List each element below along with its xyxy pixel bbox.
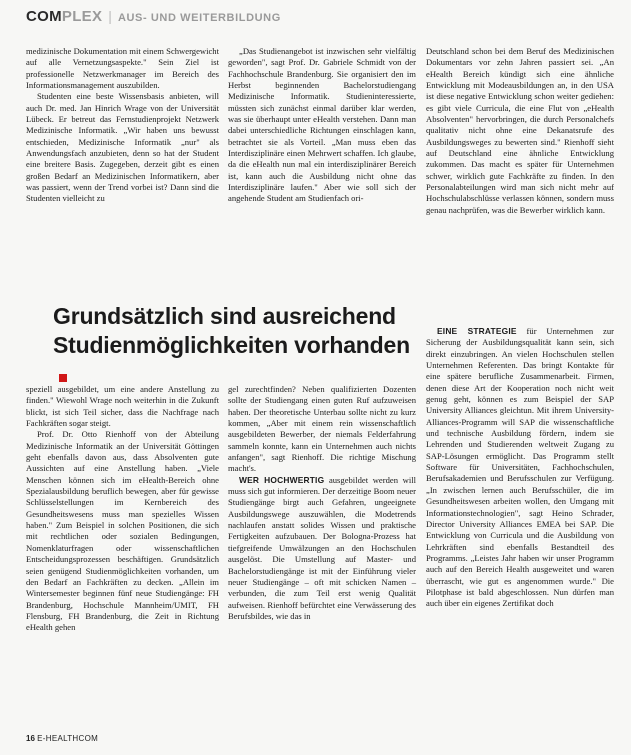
paragraph-with-lead [228, 475, 416, 622]
paragraph-text: für Unternehmen zur Sicherung der Ausbildungsqualität kann sein, sich direkt einzubringen. An vielen Hochschulen stellen Unternehmen Referenten. Das bringt Kontakte für eine spätere berufliche Zusammenarbeit. Firmen, denen diese Art der Kooperation noch nicht weit genug geht, können es zum Beispiel der SAP University Alliances gleichtun. Mit ihrem University-Alliances-Programm will SAP die wissenschaftliche und technische Ausbildung fördern, indem sie Lehrenden und Studierenden weltweit Zugang zu SAP-Lösungen ermöglicht. Das Programm stellt Software für Universitäten, Fachhochschulen, Berufsakademien und Berufsschulen zur Verfügung. „In zwischen lernen auch Berufsschüler, die im Gesundheitswesen arbeiten wollen, den Umgang mit Informationstechnologien", sagt Heino Schrader, Director University Alliances EMEA bei SAP. Die Entwicklung von Curricula und die Ausbildung von Lehrkräften sind ebenfalls Bestandteil des Programms. „Leistes Jahr haben wir unser Programm auch auf den Bereich Health ausgeweitet und waren überrascht, wie gut es angenommen wurde." Die Pilotphase ist bald abgeschlossen. Nun dürfen man auch über ein eigenes Zertifikat doch [426, 326, 615, 609]
magazine-name: E-HEALTHCOM [37, 734, 99, 743]
page-header [26, 8, 616, 30]
column-right-bottom [426, 326, 614, 610]
paragraph: gel zurechtfinden? Neben qualifizierten Dozenten sollte der Studiengang einen guten Ruf aufzuweisen haben. Der theoretische Unterbau sollte nicht zu kurz kommen, „Aber mit einem rein wissenschaftlich ausgebildeten Bewerber, der niemals Felderfahrung sammeln konnte, kann ein Unternehmen auch nichts anfangen", sagt Rienhoff. Die richtige Mischung macht's. [228, 384, 416, 474]
paragraph: medizinische Dokumentation mit einem Schwergewicht auf alle Vernetzungsaspekte." Sein Ziel ist professionelle Netzwerkmanager im Bereich des Informationsmanagement auszubilden. [26, 46, 219, 91]
brand-light: PLEX [61, 8, 103, 25]
lead-in: EINE STRATEGIE [437, 326, 517, 336]
paragraph-with-lead [426, 326, 614, 610]
column-bottom-left [26, 384, 219, 634]
paragraph: Studenten eine beste Wissensbasis anbieten, will auch Dr. med. Jan Hinrich Wrage von der Universität Lübeck. Er betreut das Fernstudienprojekt Netzwerk Medizinische Informatik. „Wir haben uns bewusst entschieden, Medizinische Informatik „nur" als Anwendungsfach anzubieten, denn so hat der Student eine breitere Basis. Zugegeben, derzeit gibt es einen großen Bedarf an Medizinischen Informatikern, aber was passiert, wenn der Trend vorbei ist? Dann sind die Studenten vielleicht zu [26, 91, 219, 204]
column-top-middle [228, 46, 416, 205]
paragraph: speziell ausgebildet, um eine andere Anstellung zu finden." Wiewohl Wrage noch weiterhin in die Zukunft blickt, ist sich Teil sicher, dass die Nachfrage nach Fachkräften sogar steigt. [26, 384, 219, 429]
red-square-icon [59, 374, 67, 382]
brand-bold: COM [26, 8, 62, 25]
page-number: 16 [26, 734, 35, 743]
column-right-top [426, 46, 614, 216]
pull-quote-line-2: Studienmöglichkeiten vorhanden [53, 332, 410, 358]
pull-quote [53, 302, 423, 389]
paragraph-text: ausgebildet werden will muss sich gut informieren. Der derzeitige Boom neuer Studiengänge birgt auch Gefahren, ungeeignete Ausbildungswege auszuwählen, die Modetrends nachlaufen anstatt solides Wissen und praktische Fertigkeiten aufzubauen. Der Bologna-Prozess hat tiefgreifende Umwälzungen an den Hochschulen ausgelöst. Die Umstellung auf Master- und Bachelorstudiengänge ist mit der Einführung vieler neuer Studiengänge – oft mit schicken Namen – verbunden, die zum Teil erst wenig Qualität aufweisen. Rienhoff befürchtet eine Verwässerung des Berufsbildes, wie das in [228, 474, 416, 621]
magazine-section-brand [26, 8, 102, 25]
paragraph: Prof. Dr. Otto Rienhoff von der Abteilung Medizinische Informatik an der Universität Göttingen geht ebenfalls davon aus, dass Absolventen gute Aussichten auf eine Anstellung haben. „Viele Menschen können sich im eHealth-Bereich ohne Spezialausbildung beruflich bewegen, aber für gewisse Schlüsselstellungen im Kernbereich des Gesundheitswesens muss man spezielles Wissen haben." Zum Beispiel in solchen Positionen, die sich mit rechtlichen oder sozialen Bedingungen, Nomenklaturfragen oder wissenschaftlichen Entscheidungsprozessen beschäftigen. Grundsätzlich seien genügend Studienmöglichkeiten vorhanden, um den Bedarf an Fachkräften zu decken. „Allein im Wintersemester beginnen fünf neue Studiengänge: FH Brandenburg, Hochschule Mannheim/UMIT, FH Flensburg, FH Brandenburg, die Zeit in Richtung eHealth gehen [26, 429, 219, 633]
pull-quote-line-1: Grundsätzlich sind ausreichend [53, 303, 396, 329]
paragraph: „Das Studienangebot ist inzwischen sehr vielfältig geworden", sagt Prof. Dr. Gabriele Schmidt von der Fachhochschule Brandenburg. Sie organisiert den im Herbst beginnenden Bachelorstudiengang Medizinische Informatik. Studieninteressierte, müssten sich zunächst einmal darüber klar werden, was sie überhaupt unter eHealth verstehen. Dann man dabei unterschiedliche Richtungen einschlagen kann, betrachtet sie als Vorteil. „Man muss eben das Interdisziplinäre einen Mehrwert schaffen. Ich glaube, da die eHealth nun mal ein interdisziplinärer Bereich ist, kann auch die Ausbildung nicht ohne das Interdisziplinäre laufen." Aber wie soll sich der angehende Student am Studienfach ori- [228, 46, 416, 204]
header-separator: | [108, 8, 112, 24]
column-bottom-middle [228, 384, 416, 622]
section-title: AUS- UND WEITERBILDUNG [117, 12, 281, 24]
page-footer [26, 734, 98, 743]
lead-in: WER HOCHWERTIG [239, 474, 325, 485]
paragraph: Deutschland schon bei dem Beruf des Medizinischen Dokumentars vor zehn Jahren passiert sei. „An eHealth Bereich kündigt sich eine ähnliche Entwicklung mit Modeausbildungen an, in den USA ist diese negative Entwicklung schon weiter gediehen: es gibt viele Curricula, die eine Flut von „eHealth Absolventen" hervorbringen, die durch Personalchefs qualitativ nicht ohne eine Dekanatsrufe des Ausbildungsweges zu bewerten sind." Rienhoff sieht auf Deutschland eine ähnliche Entwicklung zukommen. Das macht es später für Unternehmen schwer, wirklich gute Fachkräfte zu finden. In den Personalabteilungen wird man sich nicht mehr auf Hochschulabschlüsse verlassen können, sondern muss genau nachprüfen, was die Bewerber wirklich kann. [426, 46, 614, 215]
column-top-left [26, 46, 219, 205]
